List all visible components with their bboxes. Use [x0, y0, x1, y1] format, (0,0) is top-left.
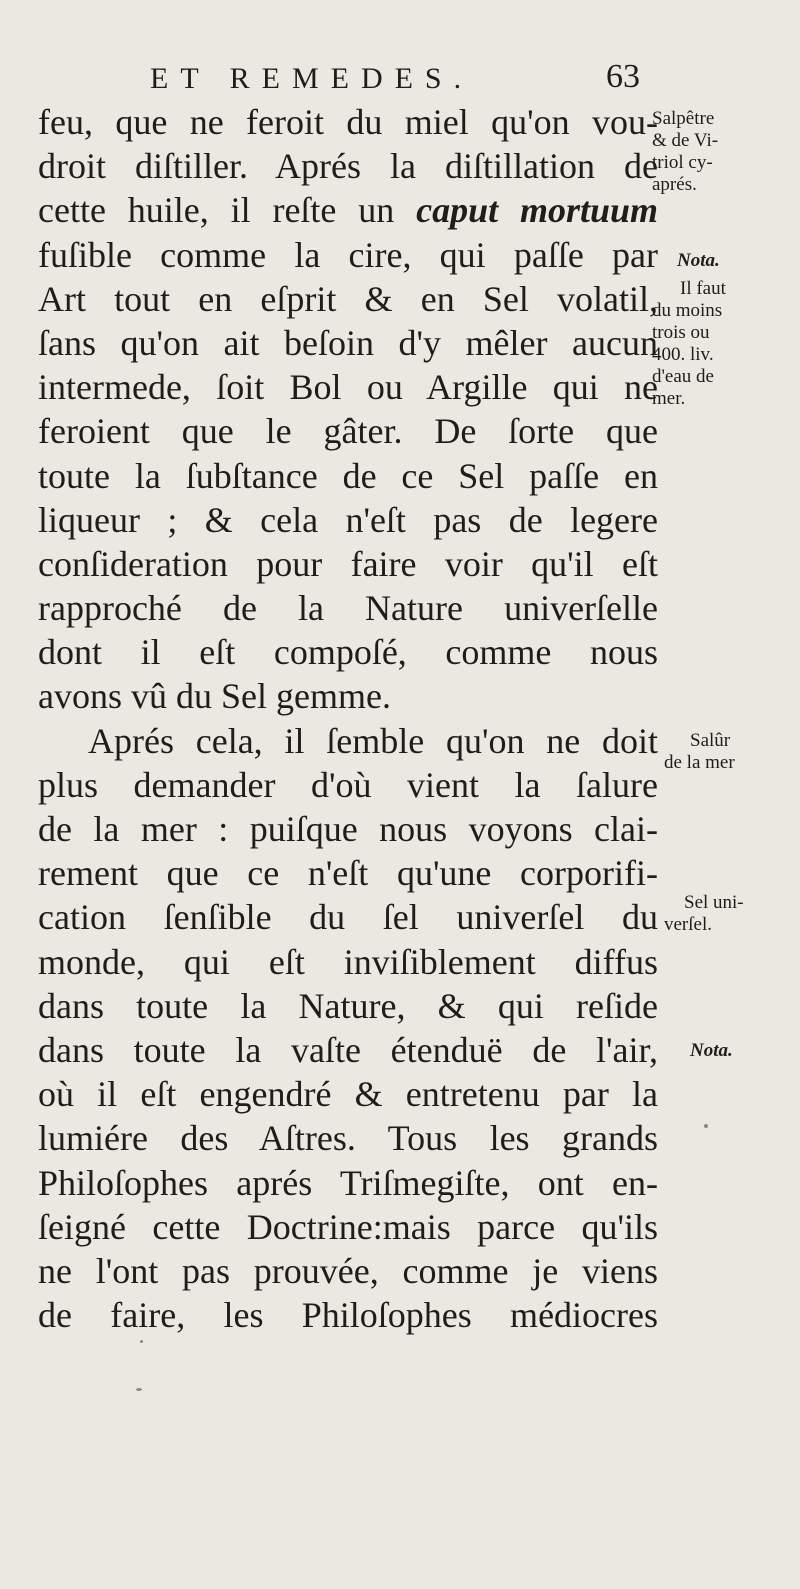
text-line: rement que ce n'eſt qu'une corporifi-: [38, 853, 658, 894]
text-line: toute la ſubſtance de ce Sel paſſe en: [38, 455, 658, 496]
ink-speck: [136, 1388, 142, 1391]
text-line: dans toute la vaſte étenduë de l'air,: [38, 1029, 658, 1070]
text-line: rapproché de la Nature univerſelle: [38, 588, 658, 629]
text-line: conſideration pour faire voir qu'il eſt: [38, 543, 658, 584]
text-line: feu, que ne feroit du miel qu'on vou-: [38, 102, 658, 142]
ink-speck: [140, 1340, 143, 1343]
italic-phrase: caput mortuum: [416, 190, 658, 231]
text-line: ne l'ont pas prouvée, comme je viens: [38, 1250, 658, 1291]
text-line: liqueur ; & cela n'eſt pas de legere: [38, 499, 658, 540]
margin-note-salure: Salûr de la mer: [664, 730, 735, 773]
text-line: de faire, les Philoſophes médiocres: [38, 1295, 658, 1336]
text-line: cation ſenſible du ſel univerſel du: [38, 897, 658, 938]
body-text: [38, 100, 658, 1337]
text-line: de la mer : puiſque nous voyons clai-: [38, 809, 658, 849]
text-line: lumiére des Aſtres. Tous les grands: [38, 1118, 658, 1159]
ink-speck: [704, 1124, 708, 1128]
text-line: Philoſophes aprés Triſmegiſte, ont en-: [38, 1162, 658, 1203]
text-line: ſans qu'on ait beſoin d'y mêler aucun: [38, 322, 658, 363]
text-line: intermede, ſoit Bol ou Argille qui ne: [38, 367, 658, 408]
text-line: monde, qui eſt inviſiblement diffus: [38, 941, 658, 982]
text-line: fuſible comme la cire, qui paſſe par: [38, 234, 658, 275]
text-line: droit diſtiller. Aprés la diſtillation de: [38, 146, 658, 187]
text-line: dont il eſt compoſé, comme nous: [38, 632, 658, 673]
margin-note-il-faut: Il faut du moins trois ou 400. liv. d'eau de mer.: [652, 278, 726, 409]
text-line: où il eſt engendré & entretenu par la: [38, 1074, 658, 1115]
page-number: 63: [606, 58, 640, 95]
text-line: ſeigné cette Doctrine:mais parce qu'ils: [38, 1206, 658, 1247]
margin-note-sel-universel: Sel uni- verſel.: [664, 892, 744, 935]
margin-note-nota-2: Nota.: [690, 1040, 733, 1061]
text-line: feroient que le gâter. De ſorte que: [38, 411, 658, 452]
text-line: Aprés cela, il ſemble qu'on ne doit: [88, 720, 658, 761]
text-line: dans toute la Nature, & qui reſide: [38, 985, 658, 1026]
running-head: ET REMEDES.: [150, 62, 474, 95]
text-fragment: cette huile, il reſte un: [38, 190, 417, 231]
margin-note-salpetre: Salpêtre & de Vi- triol cy- aprés.: [652, 108, 719, 195]
margin-note-nota: Nota.: [677, 250, 720, 271]
text-line: avons vû du Sel gemme.: [38, 676, 391, 717]
text-line: plus demander d'où vient la ſalure: [38, 764, 658, 805]
text-line-with-italic: [38, 188, 658, 232]
text-line: Art tout en eſprit & en Sel volatil,: [38, 278, 658, 319]
